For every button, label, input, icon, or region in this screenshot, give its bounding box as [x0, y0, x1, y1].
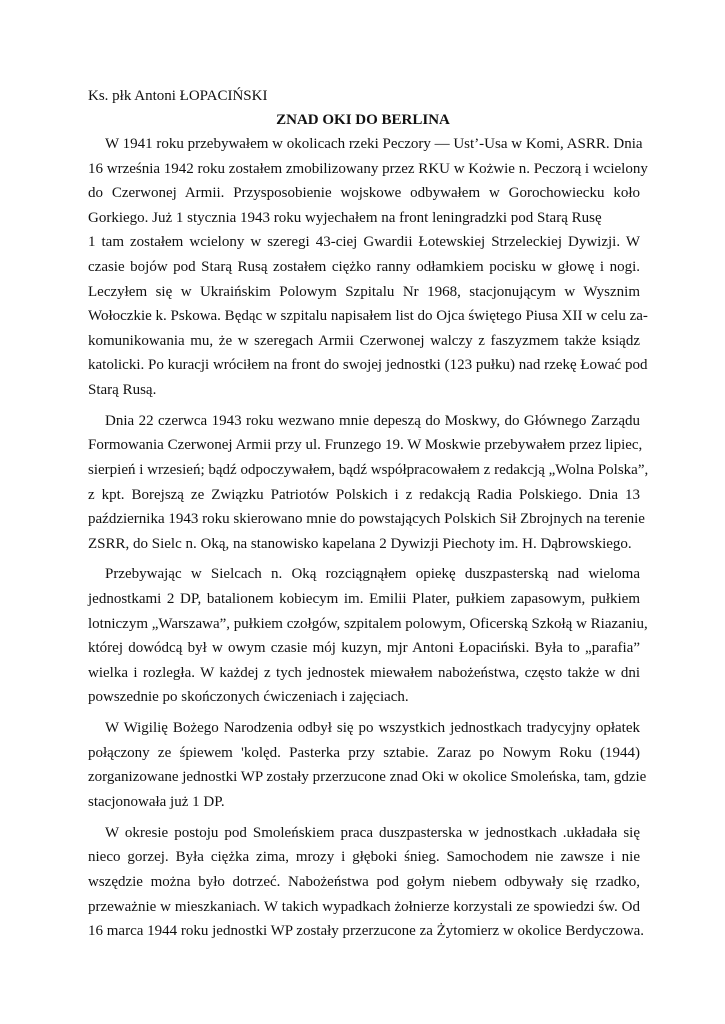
paragraph — [88, 716, 647, 814]
text-line: Leczyłem się w Ukraińskim Polowym Szpitalu Nr 1968, stacjonującym w Wysznim — [88, 283, 640, 300]
text-line: Gorkiego. Już 1 stycznia 1943 roku wyjechałem na front leningradzki pod Starą Rusę — [88, 209, 602, 226]
text-line: Starą Rusą. — [88, 381, 157, 398]
paragraph — [88, 562, 648, 710]
text-line: Dnia 22 czerwca 1943 roku wezwano mnie depeszą do Moskwy, do Głównego Zarządu — [105, 412, 640, 429]
text-line: stacjonowała już 1 DP. — [88, 794, 225, 810]
text-line: do Czerwonej Armii. Przysposobienie wojskowe odbywałem w Gorochowiecku koło — [88, 185, 640, 202]
text-line: komunikowania mu, że w szeregach Armii Czerwonej walczy z faszyzmem także ksiądz — [88, 332, 640, 349]
text-line: nieco gorzej. Była ciężka zima, mrozy i głęboki śnieg. Samochodem nie zawsze i nie — [88, 849, 640, 866]
text-line: powszednie po skończonych ćwiczeniach i zajęciach. — [88, 689, 409, 706]
text-line: 16 marca 1944 roku jednostki WP zostały przerzucone za Żytomierz w okolice Berdyczowa. — [88, 923, 645, 940]
text-line: przeważnie w mieszkaniach. W takich wypadkach żołnierze korzystali ze spowiedzi św. Od — [88, 898, 640, 915]
text-line: października 1943 roku skierowano mnie do powstających Polskich Sił Zbrojnych na terenie — [88, 511, 645, 528]
text-line: W Wigilię Bożego Narodzenia odbył się po wszystkich jednostkach tradycyjny opłatek — [105, 720, 640, 737]
text-line: 16 września 1942 roku zostałem zmobilizowany przez RKU w Kożwie n. Peczorą i wcielony — [88, 160, 648, 177]
text-line: czasie bojów pod Starą Rusą zostałem ciężko ranny odłamkiem pocisku w głowę i nogi. — [88, 258, 640, 275]
text-line: z kpt. Borejszą ze Związku Patriotów Polskich i z redakcją Radia Polskiego. Dnia 13 — [88, 486, 640, 503]
text-line: ZSRR, do Sielc n. Oką, na stanowisko kapelana 2 Dywizji Piechoty im. H. Dąbrowskiego. — [88, 535, 632, 552]
text-line: W okresie postoju pod Smoleńskiem praca duszpasterska w jednostkach .układała się — [105, 824, 640, 841]
text-line: 1 tam zostałem wcielony w szeregi 43-ciej Gwardii Łotewskiej Strzeleckiej Dywizji. W — [88, 234, 640, 251]
text-line: jednostkami 2 DP, batalionem kobiecym im. Emilii Plater, pułkiem zapasowym, pułkiem — [88, 591, 640, 608]
text-line: wszędzie można było dotrzeć. Nabożeństwa pod gołym niebem odbywały się rzadko, — [88, 873, 640, 890]
paragraph — [88, 409, 649, 557]
text-line: Przebywając w Sielcach n. Oką rozciągnąłem opiekę duszpasterską nad wieloma — [105, 566, 640, 583]
article-title: ZNAD OKI DO BERLINA — [276, 112, 450, 128]
text-line: sierpień i wrzesień; bądź odpoczywałem, bądź współpracowałem z redakcją „Wolna Polska”, — [88, 461, 649, 478]
text-line: W 1941 roku przebywałem w okolicach rzeki Peczory — Ust’-Usa w Komi, ASRR. Dnia — [105, 136, 643, 152]
text-line: której dowódcą był w owym czasie mój kuzyn, mjr Antoni Łopaciński. Była to „parafia” — [88, 640, 640, 657]
text-line: wielka i rozległa. W każdej z tych jednostek miewałem nabożeństwa, często także w dni — [88, 664, 640, 681]
text-line: połączony ze śpiewem 'kolęd. Pasterka przy sztabie. Zaraz po Nowym Roku (1944) — [88, 744, 640, 761]
author-line: Ks. płk Antoni ŁOPACIŃSKI — [88, 88, 268, 104]
text-line: Formowania Czerwonej Armii przy ul. Frunzego 19. W Moskwie przebywałem przez lipiec, — [88, 437, 643, 454]
text-line: zorganizowane jednostki WP zostały przerzucone znad Oki w okolice Smoleńska, tam, gdzie — [88, 769, 647, 786]
text-line: lotniczym „Warszawa”, pułkiem czołgów, szpitalem polowym, Oficerską Szkołą w Riazaniu, — [88, 615, 648, 632]
text-line: Wołoczkie k. Pskowa. Będąc w szpitalu napisałem list do Ojca świętego Piusa XII w celu za- — [88, 308, 648, 325]
paragraph — [88, 132, 648, 403]
paragraph — [88, 821, 645, 944]
article-body — [88, 132, 649, 944]
text-line: katolicki. Po kuracji wróciłem na front do swojej jednostki (123 pułku) nad rzekę Łować pod — [88, 357, 648, 374]
